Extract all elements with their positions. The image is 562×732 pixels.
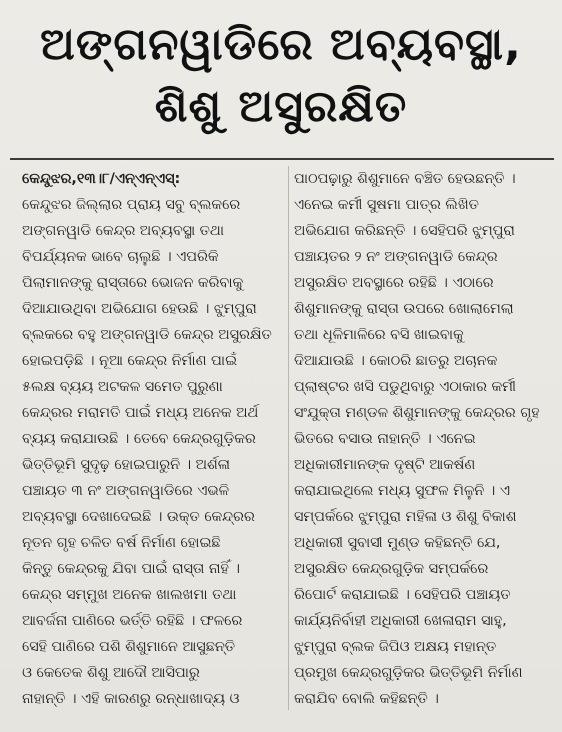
article-line: ନାହାନ୍ତି । ଏହି କାରଣରୁ ରନ୍ଧାଖାଦ୍ୟ ଓ bbox=[22, 691, 240, 707]
article-line: ଝୁମ୍ପୁରା ବ୍ଲକ ଜିପିଓ ଅକ୍ଷୟ ମହାନ୍ତ bbox=[294, 639, 497, 655]
headline-line-1: ଅଙ୍ଗନୱାଡିରେ ଅବ୍ୟବସ୍ଥା, bbox=[40, 19, 522, 70]
article-line: କରାଯିବ ବୋଲି କହିଛନ୍ତି । bbox=[294, 691, 439, 707]
article-line: କରାଯାଇଥିଲେ ମଧ୍ୟ ସୁଫଳ ମିଳୁନି । ଏ bbox=[294, 483, 510, 499]
article-line: ଦିଆଯାଉଛି । କୋଠରି ଛାତରୁ ଅଚାନକ bbox=[294, 353, 498, 369]
article-line: ପ୍ଲାଷ୍ଟର ଖସି ପଡୁଥିବାରୁ ଏଠାକାର କର୍ମୀ bbox=[294, 379, 517, 395]
article-line: କିନ୍ତୁ କେନ୍ଦ୍ରକୁ ଯିବା ପାଇଁ ରାସ୍ତା ନାହିଁ । bbox=[22, 561, 240, 577]
article-line: ରିପୋର୍ଟ କରାଯାଇଛି । ସେହିପରି ପଞ୍ଚାୟତ bbox=[294, 587, 511, 603]
article-line: କାର୍ଯ୍ୟନିର୍ବାହୀ ଅଧିକାରୀ ଖେଳାରାମ ସାହୁ, bbox=[294, 613, 507, 629]
article-line: ବ୍ୟୟ କରାଯାଉଛି । ତେବେ କେନ୍ଦ୍ରଗୁଡ଼ିକର bbox=[22, 431, 256, 447]
article-line: ଅସୁରକ୍ଷିତ ଅବସ୍ଥାରେ ରହିଛି । ଏଠାରେ bbox=[294, 275, 494, 291]
article-line: କେନ୍ଦୁଝର,୧୩।୮/ଏନ୍‌ଏନ୍‌ଏସ୍‌: bbox=[22, 171, 181, 187]
headline bbox=[0, 14, 562, 138]
headline-rule bbox=[10, 158, 554, 160]
article-line: ସଂଯୁକ୍ତା ମଣ୍ଡଳ ଶିଶୁମାନଙ୍କୁ କେନ୍ଦ୍ରର ଗୃହ bbox=[294, 405, 540, 421]
article-line: ଏନେଇ କର୍ମୀ ସୁଷମା ପାତ୍ର ଲିଖିତ bbox=[294, 197, 479, 213]
article-line: ପ୍ରମୁଖ କେନ୍ଦ୍ରଗୁଡ଼ିକର ଭିତ୍ତିଭୂମି ନିର୍ମାଣ bbox=[294, 665, 523, 681]
article-line: ପିଲାମାନଙ୍କୁ ରାସ୍ତାରେ ଭୋଜନ କରିବାକୁ bbox=[22, 275, 244, 291]
article-line: ଭିତ୍ତିଭୂମି ସୁଦୃଢ଼ ହୋଇପାରୁନି । ଅର୍ଶଳା bbox=[22, 457, 230, 473]
article-line: କେନ୍ଦ୍ରର ମରାମତି ପାଇଁ ମଧ୍ୟ ଅନେକ ଅର୍ଥ bbox=[22, 405, 259, 421]
article-line: ଭିତରେ ବସାଉ ନାହାନ୍ତି । ଏନେଇ bbox=[294, 431, 476, 447]
article-line: ହୋଇପଡ଼ିଛି । ନୂଆ କେନ୍ଦ୍ର ନିର୍ମାଣ ପାଇଁ bbox=[22, 353, 238, 369]
article-line: ଅଙ୍ଗନୱାଡି କେନ୍ଦ୍ର ଅବ୍ୟବସ୍ଥା ତଥା bbox=[22, 223, 224, 239]
article-line: ଅଧିକାରୀ ସୁବାସୀ ମୁଣ୍ଡ କହିଛନ୍ତି ଯେ, bbox=[294, 535, 501, 551]
article-column-right bbox=[294, 166, 556, 712]
article-line: ଅଧିକାରୀମାନଙ୍କ ଦୃଷ୍ଟି ଆକର୍ଷଣ bbox=[294, 457, 476, 473]
article-line: ଅବ୍ୟବସ୍ଥା ଦେଖାଦେଇଛି । ଉକ୍ତ କେନ୍ଦ୍ରର bbox=[22, 509, 255, 525]
article-line: ପଞ୍ଚାୟତ ୩ ନଂ ଅଙ୍ଗନୱାଡିରେ ଏଭଳି bbox=[22, 483, 230, 499]
column-divider bbox=[288, 166, 289, 710]
article-line: ଅସୁରକ୍ଷିତ କେନ୍ଦ୍ରଗୁଡ଼ିକ ସମ୍ପର୍କରେ bbox=[294, 561, 489, 577]
article-line: ତଥା ଧୂଳିମାଳିରେ ବସି ଖାଇବାକୁ bbox=[294, 327, 464, 343]
article-line: ଆବର୍ଜନା ପାଣିରେ ଭର୍ତ୍ତି ରହିଛି । ଫଳରେ bbox=[22, 613, 243, 629]
article-line: ବିପର୍ଯ୍ୟନକ ଭାବେ ଚାଲୁଛି । ଏପରିକି bbox=[22, 249, 219, 265]
article-line: କେନ୍ଦୁଝର ଜିଲ୍ଲାର ପ୍ରାୟ ସବୁ ବ୍ଲକରେ bbox=[22, 197, 241, 213]
article-line: ପଞ୍ଚାୟତର ୨ ନଂ ଅଙ୍ଗନୱାଡି କେନ୍ଦ୍ର bbox=[294, 249, 498, 265]
headline-line-2: ଶିଶୁ ଅସୁରକ୍ଷିତ bbox=[154, 81, 408, 132]
article-line: ସମ୍ପର୍କରେ ଝୁମ୍ପୁରା ମହିଳା ଓ ଶିଶୁ ବିକାଶ bbox=[294, 509, 517, 525]
article-line: ଅଭିଯୋଗ କରିଛନ୍ତି । ସେହିପରି ଝୁମ୍ପୁରା bbox=[294, 223, 515, 239]
article-line: ଓ କେତେକ ଶିଶୁ ଆଦୌ ଆସିପାରୁ bbox=[22, 665, 200, 681]
article-line: ପାଠପଢ଼ାରୁ ଶିଶୁମାନେ ବଞ୍ଚିତ ହେଉଛନ୍ତି । bbox=[294, 171, 516, 187]
article-line: ସେହି ପାଣିରେ ପଶି ଶିଶୁମାନେ ଆସୁଛନ୍ତି bbox=[22, 639, 235, 655]
article-line: କେନ୍ଦ୍ର ସମ୍ମୁଖ ଅନେକ ଖାଲଖମା ତଥା bbox=[22, 587, 237, 603]
article-line: ୫ଲକ୍ଷ ବ୍ୟୟ ଅଟକଳ ସମେତ ପୁରୁଣା bbox=[22, 379, 223, 395]
article-line: ବ୍ଲକରେ ବହୁ ଅଙ୍ଗନୱାଡି କେନ୍ଦ୍ର ଅସୁରକ୍ଷିତ bbox=[22, 327, 272, 343]
article-line: ଦିଆଯାଉଥିବା ଅଭିଯୋଗ ହେଉଛି । ଝୁମ୍ପୁରା bbox=[22, 301, 257, 317]
article-line: ଶିଶୁମାନଙ୍କୁ ରାସ୍ତା ଉପରେ ଖୋଲାମେଲା bbox=[294, 301, 514, 317]
article-line: ନୂତନ ଗୃହ ଚଳିତ ବର୍ଷ ନିର୍ମାଣ ହୋଇଛି bbox=[22, 535, 221, 551]
article-column-left bbox=[22, 166, 284, 712]
